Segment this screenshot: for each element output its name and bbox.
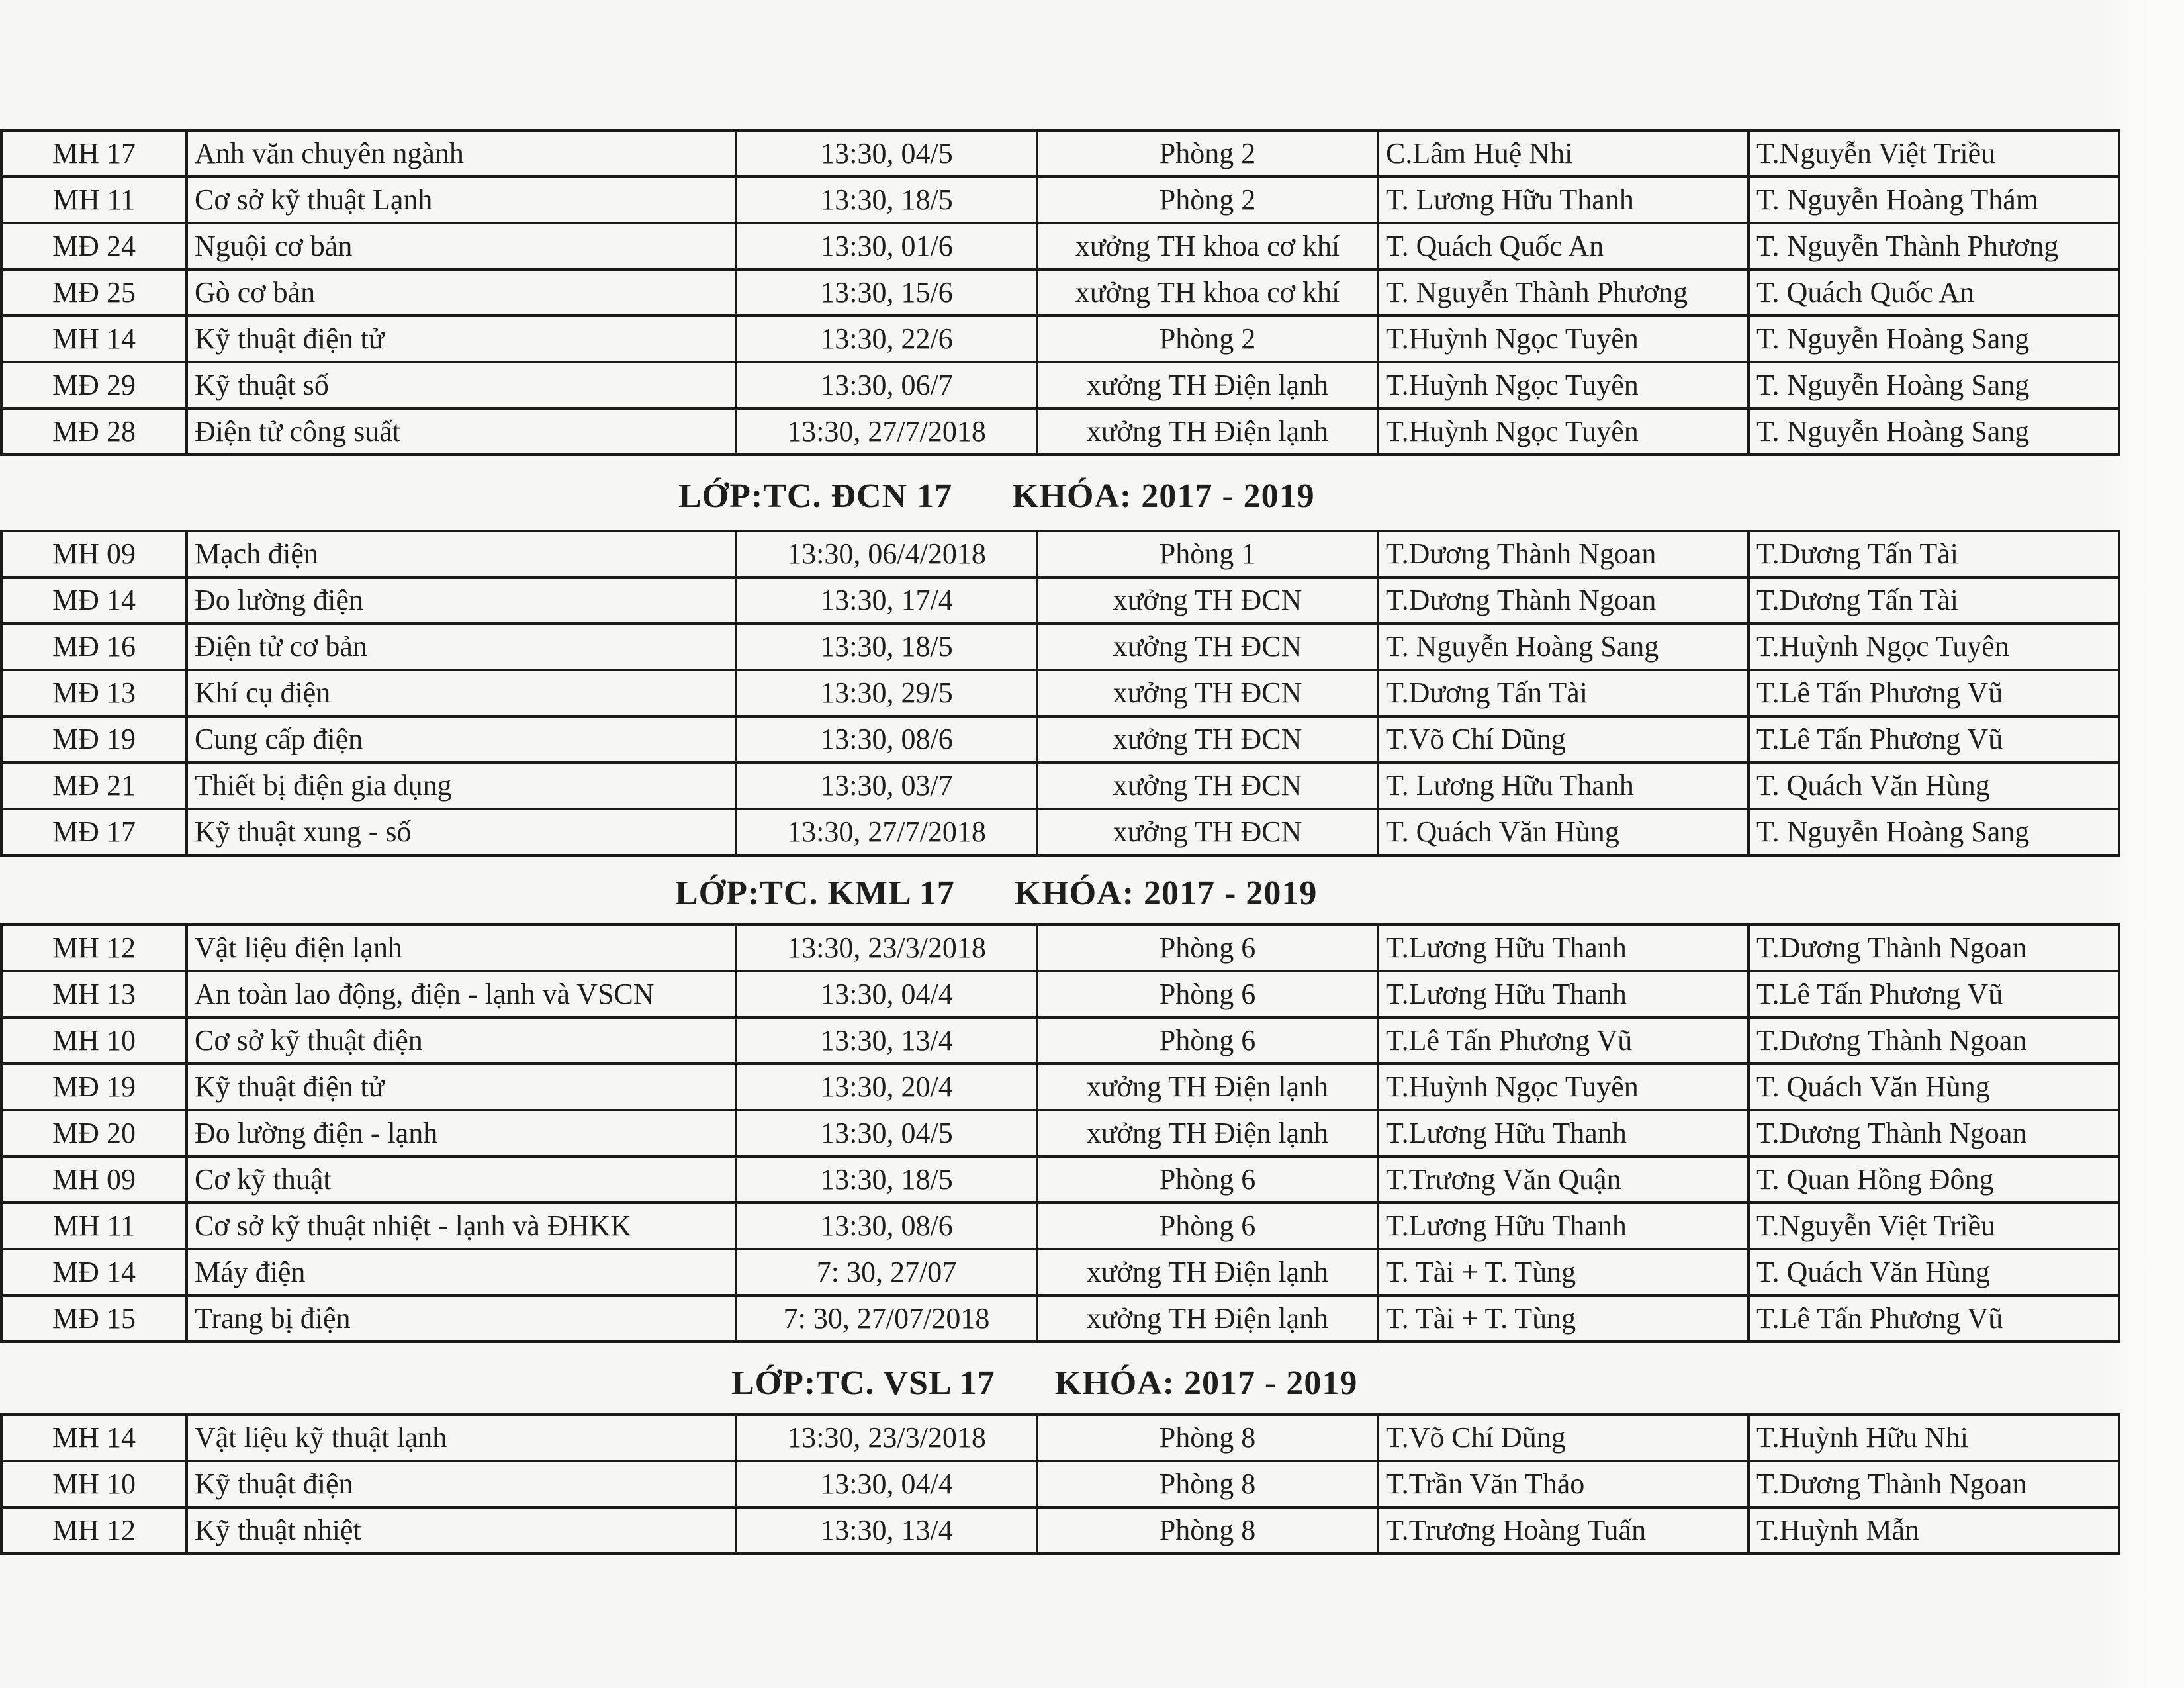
time-cell: 13:30, 04/4	[736, 971, 1037, 1017]
teacher2-cell: T.Huỳnh Mẫn	[1749, 1507, 2119, 1554]
room-cell: Phòng 6	[1037, 1017, 1378, 1064]
teacher1-cell: T.Võ Chí Dũng	[1378, 716, 1749, 763]
code-cell: MH 13	[1, 971, 187, 1017]
teacher2-cell: T. Nguyễn Hoàng Sang	[1749, 316, 2119, 362]
teacher1-cell: T.Trần Văn Thảo	[1378, 1461, 1749, 1507]
subject-cell: Vật liệu điện lạnh	[187, 925, 736, 971]
teacher2-cell: T. Nguyễn Thành Phương	[1749, 223, 2119, 269]
teacher1-cell: T. Lương Hữu Thanh	[1378, 177, 1749, 223]
teacher2-cell: T. Nguyễn Hoàng Sang	[1749, 362, 2119, 408]
teacher2-cell: T. Quách Văn Hùng	[1749, 1064, 2119, 1110]
class-header-kml17	[675, 874, 1317, 913]
teacher1-cell: T.Trương Hoàng Tuấn	[1378, 1507, 1749, 1554]
teacher1-cell: T.Huỳnh Ngọc Tuyên	[1378, 316, 1749, 362]
room-cell: Phòng 6	[1037, 1156, 1378, 1203]
code-cell: MĐ 14	[1, 577, 187, 624]
table-row	[1, 1064, 2119, 1110]
code-cell: MĐ 14	[1, 1249, 187, 1295]
schedule-table	[0, 530, 2120, 857]
teacher1-cell: T.Dương Thành Ngoan	[1378, 531, 1749, 577]
subject-cell: Thiết bị điện gia dụng	[187, 763, 736, 809]
code-cell: MH 11	[1, 1203, 187, 1249]
time-cell: 13:30, 18/5	[736, 1156, 1037, 1203]
subject-cell: Trang bị điện	[187, 1295, 736, 1342]
teacher2-cell: T.Dương Tấn Tài	[1749, 577, 2119, 624]
subject-cell: Kỹ thuật điện	[187, 1461, 736, 1507]
subject-cell: Máy điện	[187, 1249, 736, 1295]
teacher1-cell: T. Tài + T. Tùng	[1378, 1249, 1749, 1295]
code-cell: MĐ 15	[1, 1295, 187, 1342]
room-cell: Phòng 6	[1037, 1203, 1378, 1249]
table-row	[1, 362, 2119, 408]
room-cell: xưởng TH Điện lạnh	[1037, 1064, 1378, 1110]
table-row	[1, 925, 2119, 971]
code-cell: MH 14	[1, 316, 187, 362]
schedule-table	[0, 1413, 2120, 1555]
time-cell: 13:30, 27/7/2018	[736, 408, 1037, 455]
room-cell: xưởng TH ĐCN	[1037, 624, 1378, 670]
teacher2-cell: T. Nguyễn Hoàng Sang	[1749, 809, 2119, 855]
teacher2-cell: T. Quan Hồng Đông	[1749, 1156, 2119, 1203]
time-cell: 13:30, 23/3/2018	[736, 1415, 1037, 1461]
teacher1-cell: T.Lương Hữu Thanh	[1378, 971, 1749, 1017]
table-row	[1, 1295, 2119, 1342]
code-cell: MH 10	[1, 1017, 187, 1064]
time-cell: 13:30, 29/5	[736, 670, 1037, 716]
code-cell: MH 12	[1, 1507, 187, 1554]
schedule-section-continued	[0, 129, 2120, 456]
schedule-section-dcn17	[0, 530, 2120, 857]
subject-cell: Kỹ thuật điện tử	[187, 1064, 736, 1110]
subject-cell: Cơ sở kỹ thuật Lạnh	[187, 177, 736, 223]
teacher1-cell: T. Tài + T. Tùng	[1378, 1295, 1749, 1342]
time-cell: 13:30, 13/4	[736, 1507, 1037, 1554]
code-cell: MH 09	[1, 1156, 187, 1203]
time-cell: 13:30, 08/6	[736, 716, 1037, 763]
subject-cell: Điện tử cơ bản	[187, 624, 736, 670]
subject-cell: Cơ sở kỹ thuật nhiệt - lạnh và ĐHKK	[187, 1203, 736, 1249]
teacher1-cell: T.Dương Tấn Tài	[1378, 670, 1749, 716]
schedule-table	[0, 923, 2120, 1343]
room-cell: Phòng 1	[1037, 531, 1378, 577]
code-cell: MH 12	[1, 925, 187, 971]
schedule-table	[0, 129, 2120, 456]
table-row	[1, 577, 2119, 624]
code-cell: MĐ 17	[1, 809, 187, 855]
table-row	[1, 1203, 2119, 1249]
time-cell: 13:30, 13/4	[736, 1017, 1037, 1064]
schedule-section-kml17	[0, 923, 2120, 1343]
subject-cell: Kỹ thuật nhiệt	[187, 1507, 736, 1554]
teacher2-cell: T.Lê Tấn Phương Vũ	[1749, 971, 2119, 1017]
table-row	[1, 763, 2119, 809]
khoa-label: KHÓA: 2017 - 2019	[1012, 477, 1315, 515]
subject-cell: Đo lường điện - lạnh	[187, 1110, 736, 1156]
schedule-section-vsl17	[0, 1413, 2120, 1555]
room-cell: Phòng 2	[1037, 177, 1378, 223]
time-cell: 13:30, 15/6	[736, 269, 1037, 316]
code-cell: MĐ 28	[1, 408, 187, 455]
code-cell: MĐ 21	[1, 763, 187, 809]
room-cell: xưởng TH ĐCN	[1037, 809, 1378, 855]
subject-cell: Gò cơ bản	[187, 269, 736, 316]
time-cell: 13:30, 17/4	[736, 577, 1037, 624]
subject-cell: Kỹ thuật số	[187, 362, 736, 408]
teacher2-cell: T. Quách Văn Hùng	[1749, 763, 2119, 809]
room-cell: Phòng 8	[1037, 1461, 1378, 1507]
teacher2-cell: T.Nguyễn Việt Triều	[1749, 130, 2119, 177]
room-cell: Phòng 6	[1037, 925, 1378, 971]
subject-cell: Cơ kỹ thuật	[187, 1156, 736, 1203]
table-row	[1, 531, 2119, 577]
room-cell: xưởng TH khoa cơ khí	[1037, 223, 1378, 269]
table-row	[1, 670, 2119, 716]
time-cell: 13:30, 20/4	[736, 1064, 1037, 1110]
teacher1-cell: T. Quách Quốc An	[1378, 223, 1749, 269]
code-cell: MĐ 29	[1, 362, 187, 408]
room-cell: Phòng 2	[1037, 316, 1378, 362]
time-cell: 13:30, 18/5	[736, 177, 1037, 223]
teacher1-cell: T.Trương Văn Quận	[1378, 1156, 1749, 1203]
code-cell: MH 10	[1, 1461, 187, 1507]
code-cell: MH 11	[1, 177, 187, 223]
teacher2-cell: T. Nguyễn Hoàng Sang	[1749, 408, 2119, 455]
table-row	[1, 716, 2119, 763]
khoa-label: KHÓA: 2017 - 2019	[1014, 874, 1318, 912]
room-cell: Phòng 8	[1037, 1415, 1378, 1461]
time-cell: 13:30, 23/3/2018	[736, 925, 1037, 971]
table-row	[1, 809, 2119, 855]
code-cell: MH 17	[1, 130, 187, 177]
table-row	[1, 1156, 2119, 1203]
teacher2-cell: T.Huỳnh Hữu Nhi	[1749, 1415, 2119, 1461]
code-cell: MH 09	[1, 531, 187, 577]
teacher2-cell: T.Dương Tấn Tài	[1749, 531, 2119, 577]
table-row	[1, 624, 2119, 670]
teacher1-cell: T.Lương Hữu Thanh	[1378, 925, 1749, 971]
subject-cell: Đo lường điện	[187, 577, 736, 624]
room-cell: xưởng TH Điện lạnh	[1037, 408, 1378, 455]
time-cell: 13:30, 04/5	[736, 1110, 1037, 1156]
teacher1-cell: T.Huỳnh Ngọc Tuyên	[1378, 362, 1749, 408]
code-cell: MĐ 19	[1, 1064, 187, 1110]
class-label: LỚP:TC. ĐCN 17	[678, 477, 953, 515]
class-header-vsl17	[731, 1364, 1357, 1403]
room-cell: xưởng TH Điện lạnh	[1037, 1249, 1378, 1295]
time-cell: 13:30, 22/6	[736, 316, 1037, 362]
time-cell: 13:30, 04/4	[736, 1461, 1037, 1507]
teacher1-cell: T. Nguyễn Hoàng Sang	[1378, 624, 1749, 670]
code-cell: MĐ 16	[1, 624, 187, 670]
table-row	[1, 1110, 2119, 1156]
table-row	[1, 1461, 2119, 1507]
teacher2-cell: T. Quách Văn Hùng	[1749, 1249, 2119, 1295]
table-row	[1, 223, 2119, 269]
table-row	[1, 971, 2119, 1017]
time-cell: 7: 30, 27/07	[736, 1249, 1037, 1295]
code-cell: MĐ 24	[1, 223, 187, 269]
subject-cell: Điện tử công suất	[187, 408, 736, 455]
time-cell: 13:30, 18/5	[736, 624, 1037, 670]
class-label: LỚP:TC. VSL 17	[731, 1364, 995, 1402]
code-cell: MH 14	[1, 1415, 187, 1461]
teacher2-cell: T.Huỳnh Ngọc Tuyên	[1749, 624, 2119, 670]
teacher1-cell: T.Lê Tấn Phương Vũ	[1378, 1017, 1749, 1064]
subject-cell: Khí cụ điện	[187, 670, 736, 716]
teacher1-cell: T.Lương Hữu Thanh	[1378, 1110, 1749, 1156]
khoa-label: KHÓA: 2017 - 2019	[1054, 1364, 1358, 1402]
teacher1-cell: T.Dương Thành Ngoan	[1378, 577, 1749, 624]
teacher2-cell: T.Lê Tấn Phương Vũ	[1749, 1295, 2119, 1342]
time-cell: 7: 30, 27/07/2018	[736, 1295, 1037, 1342]
teacher2-cell: T.Dương Thành Ngoan	[1749, 925, 2119, 971]
teacher1-cell: T. Lương Hữu Thanh	[1378, 763, 1749, 809]
table-row	[1, 1507, 2119, 1554]
subject-cell: An toàn lao động, điện - lạnh và VSCN	[187, 971, 736, 1017]
room-cell: xưởng TH ĐCN	[1037, 577, 1378, 624]
code-cell: MĐ 25	[1, 269, 187, 316]
teacher2-cell: T.Lê Tấn Phương Vũ	[1749, 670, 2119, 716]
room-cell: xưởng TH ĐCN	[1037, 763, 1378, 809]
room-cell: Phòng 8	[1037, 1507, 1378, 1554]
teacher2-cell: T.Dương Thành Ngoan	[1749, 1017, 2119, 1064]
teacher1-cell: C.Lâm Huệ Nhi	[1378, 130, 1749, 177]
teacher2-cell: T. Quách Quốc An	[1749, 269, 2119, 316]
code-cell: MĐ 19	[1, 716, 187, 763]
class-header-dcn17	[678, 477, 1315, 516]
room-cell: xưởng TH ĐCN	[1037, 670, 1378, 716]
subject-cell: Kỹ thuật điện tử	[187, 316, 736, 362]
code-cell: MĐ 20	[1, 1110, 187, 1156]
room-cell: xưởng TH Điện lạnh	[1037, 1295, 1378, 1342]
class-label: LỚP:TC. KML 17	[675, 874, 955, 912]
teacher2-cell: T.Lê Tấn Phương Vũ	[1749, 716, 2119, 763]
subject-cell: Cơ sở kỹ thuật điện	[187, 1017, 736, 1064]
teacher2-cell: T. Nguyễn Hoàng Thám	[1749, 177, 2119, 223]
subject-cell: Cung cấp điện	[187, 716, 736, 763]
table-row	[1, 316, 2119, 362]
teacher1-cell: T.Huỳnh Ngọc Tuyên	[1378, 408, 1749, 455]
time-cell: 13:30, 04/5	[736, 130, 1037, 177]
teacher1-cell: T.Võ Chí Dũng	[1378, 1415, 1749, 1461]
time-cell: 13:30, 08/6	[736, 1203, 1037, 1249]
teacher2-cell: T.Dương Thành Ngoan	[1749, 1461, 2119, 1507]
subject-cell: Mạch điện	[187, 531, 736, 577]
subject-cell: Vật liệu kỹ thuật lạnh	[187, 1415, 736, 1461]
time-cell: 13:30, 27/7/2018	[736, 809, 1037, 855]
table-row	[1, 1249, 2119, 1295]
table-row	[1, 130, 2119, 177]
table-row	[1, 1017, 2119, 1064]
time-cell: 13:30, 06/4/2018	[736, 531, 1037, 577]
teacher1-cell: T.Lương Hữu Thanh	[1378, 1203, 1749, 1249]
room-cell: xưởng TH Điện lạnh	[1037, 1110, 1378, 1156]
time-cell: 13:30, 03/7	[736, 763, 1037, 809]
time-cell: 13:30, 01/6	[736, 223, 1037, 269]
teacher1-cell: T.Huỳnh Ngọc Tuyên	[1378, 1064, 1749, 1110]
table-row	[1, 408, 2119, 455]
room-cell: Phòng 2	[1037, 130, 1378, 177]
room-cell: xưởng TH Điện lạnh	[1037, 362, 1378, 408]
teacher2-cell: T.Nguyễn Việt Triều	[1749, 1203, 2119, 1249]
room-cell: xưởng TH khoa cơ khí	[1037, 269, 1378, 316]
time-cell: 13:30, 06/7	[736, 362, 1037, 408]
room-cell: Phòng 6	[1037, 971, 1378, 1017]
subject-cell: Nguội cơ bản	[187, 223, 736, 269]
table-row	[1, 1415, 2119, 1461]
code-cell: MĐ 13	[1, 670, 187, 716]
table-row	[1, 269, 2119, 316]
subject-cell: Kỹ thuật xung - số	[187, 809, 736, 855]
teacher1-cell: T. Nguyễn Thành Phương	[1378, 269, 1749, 316]
table-row	[1, 177, 2119, 223]
room-cell: xưởng TH ĐCN	[1037, 716, 1378, 763]
subject-cell: Anh văn chuyên ngành	[187, 130, 736, 177]
teacher1-cell: T. Quách Văn Hùng	[1378, 809, 1749, 855]
teacher2-cell: T.Dương Thành Ngoan	[1749, 1110, 2119, 1156]
